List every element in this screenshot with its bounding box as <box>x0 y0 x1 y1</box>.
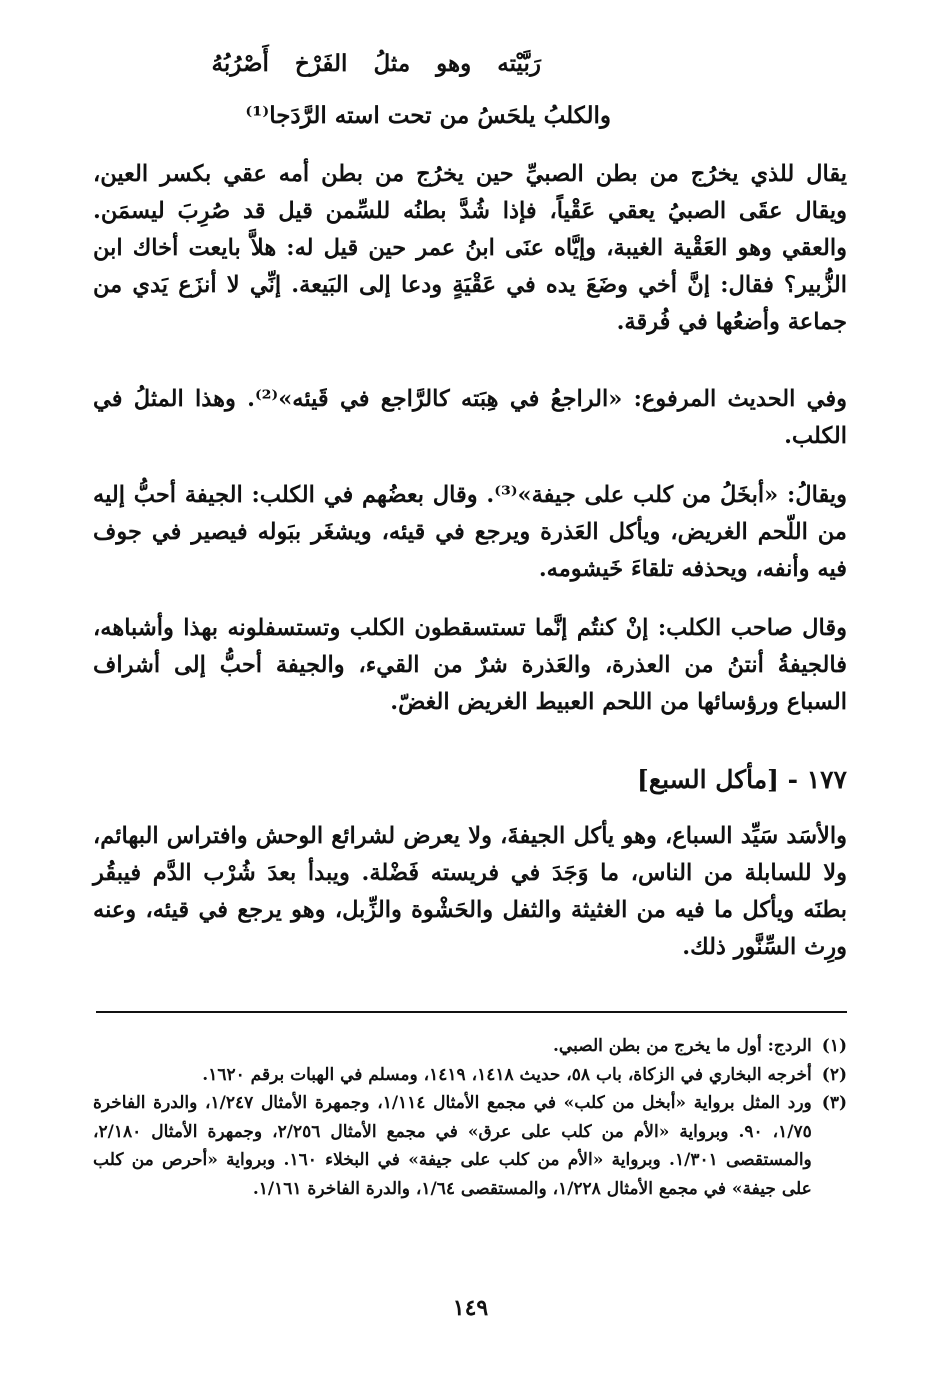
verse-line-2: والكلبُ يلحَسُ من تحت استه الرَّدَجا⁽¹⁾ <box>245 102 611 129</box>
footnote-2 <box>93 1061 847 1090</box>
footnote-separator <box>96 1011 847 1013</box>
paragraph-lion: والأسَد سَيِّد السباع، وهو يأكل الجيفةَ، ولا يعرض لشرائع الوحش وافتراس البهائم، ولا للسابلة من الناس، ما وَجَدَ في فريسته فَضْلة. ويبدأ بعدَ شُرْب الدَّم فيبقُر بطنَه ويأكل ما فيه من الغثيثة والثفل والحَشْوة والزِّبل، وهو يرجع في قيئه، وعنه ورِث السِّنَّور ذلك. <box>93 823 847 960</box>
paragraph-proverb: ويقالُ: «أبخَلُ من كلب على جيفة»⁽³⁾. وقال بعضُهم في الكلب: الجيفة أحبُّ إليه من اللّحم الغريض، ويأكل العَذرة ويرجع في قيئه، ويشغَر ببَوله فيصير في جوف فيه وأنفه، ويحذفه تلقاءَ خَيشومه. <box>93 482 847 582</box>
paragraph-aqi: يقال للذي يخرُج من بطن الصبيِّ حين يخرُج من بطن أمه عقي بكسر العين، ويقال عقَى الصبيُ يعقي عَقْياً، فإذا شُدَّ بطنُه للسِّمن قيل قد صُرِبَ ليسمَن. والعقي وهو العَقْية الغيبة، وإيَّاه عنَى ابنُ عمر حين قيل له: هلاَّ بايعت أخاك ابن الزُّبير؟ فقال: إنَّ أخي وضَعَ يده في عَقْيَةٍ ودعا إلى البَيعة. إنِّي لا أنزَع يَدي من جماعة وأضعُها في فُرقة. <box>93 161 847 335</box>
page-number: ١٤٩ <box>452 1295 489 1321</box>
footnote-number: (١) <box>821 1036 847 1056</box>
verse-line-1: رَبَّيْته وهو مثلُ الفَرْخ أَصْرُبُهُ <box>211 50 541 77</box>
paragraph-dog-owner: وقال صاحب الكلب: إنْ كنتُم إنَّما تستسقطون الكلب وتستسفلونه بهذا وأشباهه، فالجيفةُ أنتنُ من العذرة، والعَذرة شرٌ من القيء، والجيفة أحبُّ إلى أشراف السباع ورؤسائها من اللحم العبيط الغريض الغضّ. <box>93 615 847 715</box>
footnote-number: (٣) <box>821 1093 847 1113</box>
footnote-text: أخرجه البخاري في الزكاة، باب ٥٨، حديث ١٤١٨، ١٤١٩، ومسلم في الهبات برقم ١٦٢٠. <box>202 1064 812 1085</box>
section-heading: ١٧٧ - [مأكل السبع] <box>637 765 847 794</box>
paragraph-hadith: وفي الحديث المرفوع: «الراجعُ في هِبَته كالرَّاجع في قَيئه»⁽²⁾. وهذا المثلُ في الكلب. <box>93 386 848 449</box>
footnote-text: ورد المثل برواية «أبخل من كلب» في مجمع الأمثال ١/١١٤، وجمهرة الأمثال ١/٢٤٧، والدرة الفاخرة ١/٧٥، ٩٠. وبرواية «الأم من كلب على عرق» في مجمع الأمثال ٢/٢٥٦، وجمهرة الأمثال ٢/١٨٠، والمستقصى ١/٣٠١. وبرواية «الأم من كلب على جيفة» في البخلاء ١٦٠. وبرواية «أحرص من كلب على جيفة» في مجمع الأمثال ١/٢٢٨، والمستقصى ١/٦٤، والدرة الفاخرة ١/١٦١. <box>93 1093 812 1199</box>
footnote-3 <box>93 1089 847 1203</box>
footnotes <box>93 1032 847 1203</box>
footnote-number: (٢) <box>821 1064 847 1085</box>
footnote-1 <box>93 1032 847 1061</box>
footnote-text: الردج: أول ما يخرج من بطن الصبي. <box>552 1036 812 1056</box>
